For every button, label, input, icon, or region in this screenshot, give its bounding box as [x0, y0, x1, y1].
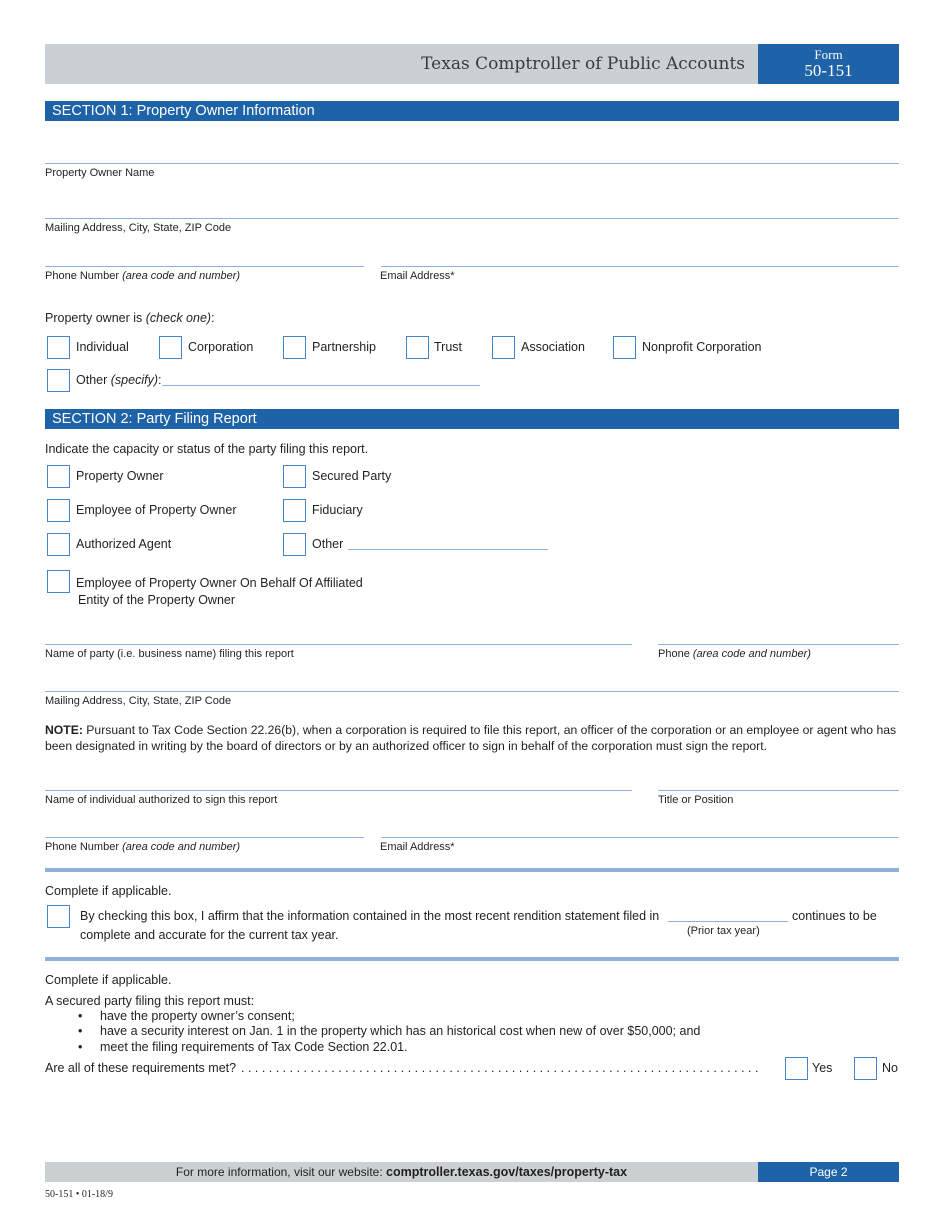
owner-is-label — [45, 311, 215, 325]
bullet-3: meet the filing requirements of Tax Code Section 22.01. — [100, 1040, 408, 1054]
owner-phone-label-text: Phone Number — [45, 270, 119, 282]
secured-intro: A secured party filing this report must: — [45, 994, 255, 1008]
divider-top — [45, 868, 899, 872]
bullet-1: have the property owner’s consent; — [100, 1009, 295, 1023]
affiliate-line1: Employee of Property Owner On Behalf Of Affiliated — [76, 576, 363, 590]
label-authorized-agent: Authorized Agent — [76, 537, 172, 551]
checkbox-no[interactable] — [854, 1057, 877, 1080]
checkbox-affiliate-employee[interactable] — [47, 570, 70, 593]
checkbox-secured-party[interactable] — [283, 465, 306, 488]
checkbox-yes[interactable] — [785, 1057, 808, 1080]
bullet-2: have a security interest on Jan. 1 in the property which has an historical cost when new of over $50,000; and — [100, 1024, 701, 1038]
form-label: Form — [814, 47, 843, 62]
party-phone-label — [658, 648, 811, 660]
label-partnership: Partnership — [312, 340, 376, 354]
signer-phone-label-text: Phone Number — [45, 841, 119, 853]
owner-name-field[interactable] — [45, 163, 899, 164]
affirm-text-b: continues to be — [792, 909, 877, 923]
signer-phone-field[interactable] — [45, 837, 364, 838]
owner-phone-label — [45, 270, 240, 282]
signer-email-label: Email Address* — [380, 841, 455, 853]
footer-bar — [45, 1162, 758, 1182]
party-name-field[interactable] — [45, 644, 632, 645]
dot-leader: . . . . . . . . . . . . . . . . . . . . . . . . . . . . . . . . . . . . . . . . . . . . . . . . . . . . . . . . . . . . . . . . . . . . . . . . . . . — [241, 1061, 759, 1075]
divider-bottom — [45, 957, 899, 961]
owner-email-field[interactable] — [381, 266, 899, 267]
owner-is-colon: : — [211, 311, 215, 325]
owner-email-label: Email Address* — [380, 270, 455, 282]
checkbox-property-owner[interactable] — [47, 465, 70, 488]
note-text: Pursuant to Tax Code Section 22.26(b), when a corporation is required to file this report, an officer of the corporation or an employee or agent who has been designated in writing by the board of directors or by an authorized officer to sign in behalf of the corporation must sign the report. — [45, 723, 897, 753]
party-name-label: Name of party (i.e. business name) filing this report — [45, 648, 294, 660]
label-secured-party: Secured Party — [312, 469, 392, 483]
signer-title-field[interactable] — [658, 790, 899, 791]
label-corporation: Corporation — [188, 340, 254, 354]
section1-title: SECTION 1: Property Owner Information — [45, 101, 899, 121]
affirm-heading: Complete if applicable. — [45, 884, 172, 898]
label-no: No — [882, 1061, 898, 1075]
label-yes: Yes — [812, 1061, 833, 1075]
agency-title: Texas Comptroller of Public Accounts — [421, 54, 745, 74]
form-number: 50-151 — [804, 61, 853, 80]
checkbox-individual[interactable] — [47, 336, 70, 359]
owner-mailing-label: Mailing Address, City, State, ZIP Code — [45, 222, 232, 234]
requirements-question: Are all of these requirements met? — [45, 1061, 237, 1075]
label-trust: Trust — [434, 340, 463, 354]
checkbox-affirm[interactable] — [47, 905, 70, 928]
checkbox-association[interactable] — [492, 336, 515, 359]
label-association: Association — [521, 340, 585, 354]
checkbox-corporation[interactable] — [159, 336, 182, 359]
party-mailing-label: Mailing Address, City, State, ZIP Code — [45, 695, 232, 707]
checkbox-authorized-agent[interactable] — [47, 533, 70, 556]
signer-phone-label — [45, 841, 240, 853]
checkbox-capacity-other[interactable] — [283, 533, 306, 556]
label-affiliate-employee — [76, 575, 363, 609]
label-nonprofit: Nonprofit Corporation — [642, 340, 762, 354]
label-property-owner: Property Owner — [76, 469, 164, 483]
owner-name-label: Property Owner Name — [45, 167, 155, 179]
affiliate-line2: Entity of the Property Owner — [78, 593, 236, 607]
prior-year-field[interactable] — [668, 921, 788, 922]
checkbox-fiduciary[interactable] — [283, 499, 306, 522]
checkbox-nonprofit[interactable] — [613, 336, 636, 359]
signer-title-label: Title or Position — [658, 794, 734, 806]
affirm-text-c: complete and accurate for the current tax year. — [80, 928, 339, 942]
checkbox-owner-other[interactable] — [47, 369, 70, 392]
checkbox-employee[interactable] — [47, 499, 70, 522]
section2-instruction: Indicate the capacity or status of the party filing this report. — [45, 442, 369, 456]
owner-other-colon: : — [157, 373, 162, 387]
owner-phone-hint: (area code and number) — [122, 270, 241, 282]
signer-phone-hint: (area code and number) — [122, 841, 241, 853]
owner-is-hint: (check one) — [145, 311, 212, 325]
affirm-text-a: By checking this box, I affirm that the information contained in the most recent rendition statement filed in — [80, 909, 660, 923]
signer-name-label: Name of individual authorized to sign this report — [45, 794, 278, 806]
footer-info: For more information, visit our website: — [175, 1165, 383, 1179]
note-paragraph — [45, 723, 901, 754]
owner-other-field[interactable] — [162, 385, 480, 386]
section2-title: SECTION 2: Party Filing Report — [45, 409, 899, 429]
label-individual: Individual — [76, 340, 129, 354]
label-employee: Employee of Property Owner — [76, 503, 237, 517]
secured-heading: Complete if applicable. — [45, 973, 172, 987]
bullet-dot-3: • — [78, 1040, 83, 1054]
checkbox-partnership[interactable] — [283, 336, 306, 359]
owner-other-hint: (specify) — [110, 373, 158, 387]
party-phone-label-text: Phone — [658, 648, 690, 660]
label-capacity-other: Other — [312, 537, 344, 551]
prior-year-label: (Prior tax year) — [687, 925, 760, 937]
form-number-box — [758, 44, 899, 84]
bullet-dot-1: • — [78, 1009, 83, 1023]
label-owner-other — [76, 373, 161, 387]
form-code: 50-151 • 01-18/9 — [45, 1189, 113, 1200]
capacity-other-field[interactable] — [348, 549, 548, 550]
page-number: Page 2 — [758, 1162, 899, 1182]
signer-email-field[interactable] — [381, 837, 899, 838]
label-fiduciary: Fiduciary — [312, 503, 363, 517]
bullet-dot-2: • — [78, 1024, 83, 1038]
party-phone-field[interactable] — [658, 644, 899, 645]
owner-is-text: Property owner is — [45, 311, 143, 325]
note-bold: NOTE: — [45, 723, 83, 737]
owner-phone-field[interactable] — [45, 266, 364, 267]
owner-other-text: Other — [76, 373, 108, 387]
party-mailing-field[interactable] — [45, 691, 899, 692]
footer-url[interactable]: comptroller.texas.gov/taxes/property-tax — [386, 1165, 628, 1179]
owner-mailing-field[interactable] — [45, 218, 899, 219]
checkbox-trust[interactable] — [406, 336, 429, 359]
signer-name-field[interactable] — [45, 790, 632, 791]
party-phone-hint: (area code and number) — [692, 648, 811, 660]
